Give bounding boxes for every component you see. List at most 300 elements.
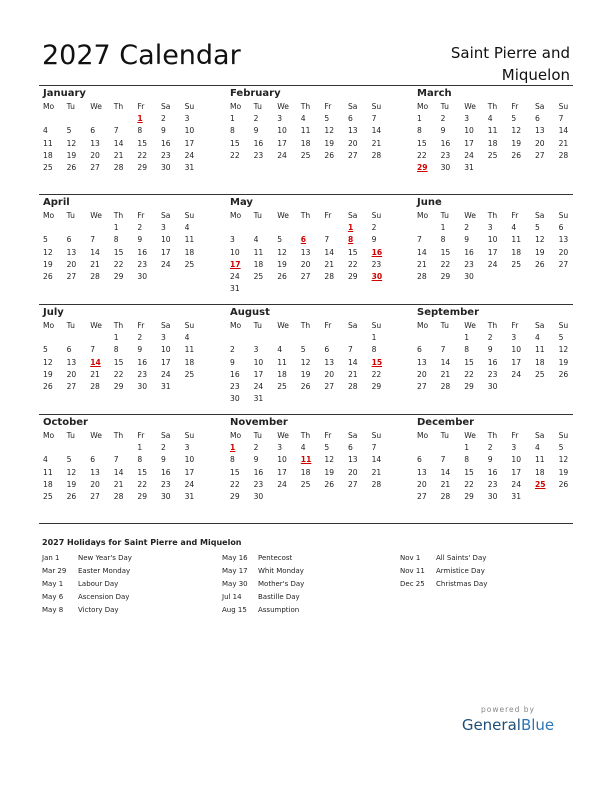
- day-cell: 25: [487, 150, 498, 160]
- day-cell: 11: [534, 455, 545, 465]
- holiday-day: 16: [371, 247, 383, 257]
- holiday-row: [42, 565, 212, 578]
- day-cell: 21: [440, 369, 451, 379]
- day-cell: 12: [558, 345, 569, 355]
- day-cell: 13: [417, 357, 427, 367]
- day-cell: 25: [300, 479, 311, 489]
- day-cell: 26: [558, 479, 569, 489]
- day-cell: 19: [534, 247, 545, 257]
- day-cell: 19: [324, 138, 335, 148]
- month-name: October: [43, 417, 88, 428]
- day-cell: 11: [300, 126, 311, 136]
- day-cell: 16: [440, 138, 451, 148]
- empty-cell: [413, 222, 437, 234]
- day-cell: 21: [417, 259, 427, 269]
- day-cell: 4: [300, 114, 306, 124]
- holiday-day: 1: [230, 443, 236, 453]
- day-grid: [413, 210, 573, 283]
- day-cell: 6: [347, 114, 353, 124]
- month-name: November: [230, 417, 288, 428]
- holiday-day: 1: [137, 114, 143, 124]
- weekday-header: We: [464, 321, 476, 330]
- day-cell: 10: [464, 126, 474, 136]
- day-grid: [413, 101, 573, 174]
- day-cell: 20: [324, 369, 335, 379]
- day-cell: 23: [253, 150, 264, 160]
- day-cell: 3: [464, 114, 470, 124]
- weekday-header: We: [464, 102, 476, 111]
- day-cell: 21: [440, 479, 451, 489]
- day-cell: 5: [534, 223, 540, 233]
- weekday-header: Tu: [440, 211, 449, 220]
- day-cell: 29: [371, 381, 382, 391]
- month-name: January: [43, 88, 86, 99]
- day-cell: 20: [534, 138, 545, 148]
- day-cell: 12: [534, 235, 545, 245]
- month-name: December: [417, 417, 475, 428]
- weekday-header: Mo: [43, 102, 55, 111]
- day-cell: 14: [371, 126, 382, 136]
- day-cell: 5: [558, 443, 564, 453]
- day-cell: 23: [487, 479, 498, 489]
- day-cell: 24: [487, 259, 498, 269]
- empty-cell: [297, 332, 321, 344]
- day-cell: 2: [487, 333, 493, 343]
- day-cell: 19: [43, 369, 53, 379]
- day-cell: 5: [277, 235, 283, 245]
- day-cell: 19: [66, 479, 77, 489]
- day-cell: 25: [277, 381, 287, 391]
- day-cell: 9: [487, 455, 493, 465]
- day-cell: 11: [487, 126, 498, 136]
- weekday-header: We: [90, 211, 102, 220]
- day-cell: 30: [160, 491, 171, 501]
- day-cell: 12: [277, 247, 287, 257]
- day-grid: [39, 210, 199, 283]
- day-cell: 16: [464, 247, 474, 257]
- day-cell: 27: [90, 162, 100, 172]
- day-cell: 15: [137, 467, 148, 477]
- day-cell: 13: [90, 138, 100, 148]
- holiday-name: Christmas Day: [436, 580, 488, 588]
- weekday-header: Su: [558, 211, 569, 220]
- day-cell: 4: [511, 223, 517, 233]
- month-august: [226, 306, 386, 405]
- weekday-header: Tu: [66, 102, 75, 111]
- weekday-header: We: [277, 431, 289, 440]
- weekday-header: Th: [300, 211, 311, 220]
- day-cell: 23: [371, 259, 382, 269]
- holiday-date: Dec 25: [400, 580, 425, 588]
- day-cell: 10: [511, 455, 522, 465]
- day-cell: 4: [487, 114, 493, 124]
- holiday-day: 29: [417, 162, 428, 172]
- day-cell: 15: [230, 138, 240, 148]
- day-cell: 15: [137, 138, 148, 148]
- day-cell: 29: [464, 381, 474, 391]
- weekday-header: Fr: [324, 211, 332, 220]
- day-cell: 5: [511, 114, 517, 124]
- holiday-row: [400, 552, 570, 565]
- divider: [39, 85, 573, 86]
- divider: [39, 194, 573, 195]
- day-cell: 17: [160, 247, 171, 257]
- day-cell: 5: [43, 235, 48, 245]
- day-cell: 21: [371, 138, 382, 148]
- day-cell: 30: [487, 381, 498, 391]
- weekday-header: Tu: [253, 102, 262, 111]
- holiday-row: [222, 578, 392, 591]
- day-cell: 5: [300, 345, 306, 355]
- day-cell: 3: [184, 114, 190, 124]
- day-cell: 17: [277, 467, 287, 477]
- day-cell: 27: [66, 271, 77, 281]
- holiday-row: [222, 565, 392, 578]
- weekday-header: We: [90, 431, 102, 440]
- day-cell: 16: [487, 467, 498, 477]
- weekday-header: Sa: [534, 431, 545, 440]
- weekday-header: Mo: [230, 321, 242, 330]
- day-cell: 27: [300, 271, 311, 281]
- day-cell: 6: [324, 345, 330, 355]
- day-cell: 2: [137, 333, 143, 343]
- month-december: [413, 416, 573, 503]
- day-cell: 3: [487, 223, 493, 233]
- holiday-day: 25: [534, 479, 546, 489]
- day-cell: 2: [487, 443, 493, 453]
- weekday-header: Mo: [230, 211, 242, 220]
- day-cell: 20: [417, 479, 427, 489]
- day-cell: 13: [347, 455, 358, 465]
- day-cell: 20: [66, 259, 77, 269]
- day-cell: 25: [300, 150, 311, 160]
- day-cell: 12: [43, 357, 53, 367]
- month-may: [226, 196, 386, 295]
- day-cell: 14: [440, 357, 451, 367]
- day-grid: [226, 210, 386, 295]
- day-cell: 7: [371, 443, 377, 453]
- powered-by-text: powered by: [481, 705, 535, 714]
- month-february: [226, 87, 386, 162]
- day-cell: 27: [90, 491, 100, 501]
- holiday-row: [42, 591, 212, 604]
- day-cell: 14: [558, 126, 569, 136]
- empty-cell: [273, 222, 297, 234]
- day-cell: 26: [43, 271, 53, 281]
- holiday-name: Victory Day: [78, 606, 119, 614]
- day-cell: 29: [347, 271, 358, 281]
- day-cell: 15: [230, 467, 240, 477]
- month-name: May: [230, 197, 253, 208]
- day-cell: 1: [371, 333, 377, 343]
- holiday-name: Bastille Day: [258, 593, 300, 601]
- holiday-row: [222, 591, 392, 604]
- day-cell: 21: [90, 369, 100, 379]
- day-cell: 22: [113, 369, 124, 379]
- holiday-name: Armistice Day: [436, 567, 485, 575]
- day-cell: 21: [113, 479, 124, 489]
- weekday-header: Mo: [43, 431, 55, 440]
- day-cell: 14: [324, 247, 335, 257]
- weekday-header: Tu: [253, 431, 262, 440]
- day-cell: 5: [66, 455, 72, 465]
- holiday-name: Whit Monday: [258, 567, 304, 575]
- day-cell: 2: [160, 443, 166, 453]
- day-cell: 19: [558, 357, 569, 367]
- weekday-header: Fr: [324, 431, 332, 440]
- day-cell: 1: [464, 443, 470, 453]
- day-cell: 24: [184, 150, 195, 160]
- weekday-header: Mo: [417, 431, 429, 440]
- day-cell: 22: [464, 479, 474, 489]
- day-cell: 10: [160, 345, 171, 355]
- weekday-header: Fr: [137, 102, 145, 111]
- day-cell: 1: [137, 443, 143, 453]
- holiday-name: Ascension Day: [78, 593, 130, 601]
- day-cell: 5: [324, 114, 330, 124]
- day-cell: 12: [300, 357, 311, 367]
- day-grid: [226, 320, 386, 405]
- month-name: June: [417, 197, 442, 208]
- day-cell: 23: [137, 259, 148, 269]
- day-cell: 20: [417, 369, 427, 379]
- day-cell: 19: [558, 467, 569, 477]
- weekday-header: We: [90, 321, 102, 330]
- weekday-header: Tu: [66, 321, 75, 330]
- weekday-header: We: [277, 321, 289, 330]
- brand-logo[interactable]: [448, 716, 568, 734]
- day-cell: 20: [558, 247, 569, 257]
- weekday-header: Sa: [534, 211, 545, 220]
- day-cell: 14: [417, 247, 427, 257]
- day-cell: 12: [324, 455, 335, 465]
- page-title: 2027 Calendar: [42, 40, 241, 71]
- day-cell: 14: [90, 247, 100, 257]
- weekday-header: Mo: [230, 102, 242, 111]
- weekday-header: Sa: [347, 321, 358, 330]
- weekday-header: Mo: [417, 321, 429, 330]
- day-cell: 30: [440, 162, 451, 172]
- weekday-header: Sa: [160, 431, 171, 440]
- brand-part-b: Blue: [520, 716, 555, 734]
- day-cell: 20: [300, 259, 311, 269]
- day-cell: 15: [347, 247, 358, 257]
- day-cell: 9: [137, 235, 143, 245]
- day-cell: 22: [371, 369, 382, 379]
- day-cell: 18: [300, 467, 311, 477]
- day-cell: 13: [558, 235, 569, 245]
- holiday-day: 17: [230, 259, 241, 269]
- holiday-column: [42, 552, 212, 617]
- day-cell: 12: [511, 126, 522, 136]
- day-cell: 1: [464, 333, 470, 343]
- day-cell: 20: [90, 479, 100, 489]
- day-grid: [39, 101, 199, 174]
- month-name: July: [43, 307, 64, 318]
- day-cell: 16: [160, 138, 171, 148]
- month-july: [39, 306, 199, 393]
- day-cell: 1: [113, 333, 119, 343]
- day-cell: 14: [440, 467, 451, 477]
- day-cell: 21: [371, 467, 382, 477]
- day-cell: 9: [487, 345, 493, 355]
- day-cell: 8: [464, 345, 470, 355]
- day-cell: 25: [43, 162, 53, 172]
- day-cell: 18: [511, 247, 522, 257]
- day-cell: 13: [417, 467, 427, 477]
- day-cell: 22: [464, 369, 474, 379]
- day-cell: 3: [184, 443, 190, 453]
- holiday-date: May 17: [222, 567, 248, 575]
- day-cell: 10: [487, 235, 498, 245]
- day-cell: 11: [43, 138, 53, 148]
- weekday-header: Fr: [511, 321, 519, 330]
- empty-cell: [63, 442, 87, 454]
- day-cell: 9: [464, 235, 470, 245]
- day-cell: 7: [113, 455, 119, 465]
- day-cell: 27: [347, 150, 358, 160]
- day-cell: 24: [511, 369, 522, 379]
- day-cell: 28: [440, 491, 451, 501]
- day-cell: 12: [558, 455, 569, 465]
- day-cell: 8: [230, 455, 235, 465]
- weekday-header: Fr: [511, 211, 519, 220]
- weekday-header: Tu: [66, 211, 75, 220]
- day-cell: 13: [534, 126, 545, 136]
- weekday-header: Tu: [440, 321, 449, 330]
- day-cell: 24: [253, 381, 264, 391]
- day-cell: 9: [160, 455, 166, 465]
- day-cell: 6: [66, 235, 72, 245]
- day-cell: 13: [347, 126, 358, 136]
- day-cell: 24: [511, 479, 522, 489]
- holiday-date: Aug 15: [222, 606, 247, 614]
- day-cell: 27: [324, 381, 335, 391]
- weekday-header: Th: [487, 211, 498, 220]
- holiday-date: May 1: [42, 580, 64, 588]
- weekday-header: Th: [113, 102, 124, 111]
- holiday-row: [222, 552, 392, 565]
- day-cell: 23: [230, 381, 240, 391]
- weekday-header: Mo: [417, 211, 429, 220]
- day-cell: 4: [184, 223, 190, 233]
- day-grid: [226, 101, 386, 162]
- holiday-row: [42, 578, 212, 591]
- day-cell: 27: [558, 259, 569, 269]
- day-cell: 24: [277, 150, 287, 160]
- brand-part-a: General: [461, 716, 521, 734]
- holiday-row: [400, 578, 570, 591]
- day-cell: 10: [511, 345, 522, 355]
- day-cell: 7: [558, 114, 564, 124]
- empty-cell: [413, 332, 437, 344]
- day-cell: 3: [160, 333, 166, 343]
- holiday-row: [42, 604, 212, 617]
- holiday-column: [400, 552, 570, 591]
- day-cell: 17: [184, 467, 195, 477]
- holidays-title: 2027 Holidays for Saint Pierre and Miquelon: [42, 538, 242, 547]
- weekday-header: Th: [300, 431, 311, 440]
- weekday-header: Th: [300, 321, 311, 330]
- day-cell: 19: [324, 467, 335, 477]
- day-cell: 25: [184, 369, 195, 379]
- day-cell: 5: [558, 333, 564, 343]
- day-cell: 28: [347, 381, 358, 391]
- month-name: April: [43, 197, 70, 208]
- day-cell: 1: [113, 223, 119, 233]
- month-march: [413, 87, 573, 174]
- holiday-day: 8: [347, 235, 354, 245]
- empty-cell: [86, 442, 110, 454]
- day-cell: 29: [113, 271, 124, 281]
- day-cell: 15: [464, 467, 474, 477]
- weekday-header: Tu: [253, 211, 262, 220]
- month-september: [413, 306, 573, 393]
- day-cell: 23: [160, 150, 171, 160]
- holiday-day: 6: [300, 235, 307, 245]
- day-cell: 26: [300, 381, 311, 391]
- day-cell: 2: [253, 114, 259, 124]
- day-cell: 14: [347, 357, 358, 367]
- day-cell: 22: [230, 479, 240, 489]
- day-cell: 6: [417, 345, 422, 355]
- day-cell: 4: [534, 333, 540, 343]
- weekday-header: Su: [184, 102, 195, 111]
- day-cell: 8: [137, 455, 143, 465]
- day-cell: 30: [487, 491, 498, 501]
- weekday-header: Mo: [43, 211, 55, 220]
- day-cell: 2: [160, 114, 166, 124]
- day-cell: 13: [300, 247, 311, 257]
- weekday-header: Th: [113, 431, 124, 440]
- day-cell: 18: [184, 357, 195, 367]
- day-cell: 16: [487, 357, 498, 367]
- empty-cell: [39, 113, 63, 125]
- day-cell: 30: [137, 271, 148, 281]
- day-cell: 2: [464, 223, 470, 233]
- day-cell: 30: [253, 491, 264, 501]
- empty-cell: [437, 442, 461, 454]
- month-april: [39, 196, 199, 283]
- empty-cell: [250, 222, 274, 234]
- day-cell: 22: [230, 150, 240, 160]
- empty-cell: [110, 442, 134, 454]
- holiday-name: Mother's Day: [258, 580, 305, 588]
- weekday-header: Tu: [440, 431, 449, 440]
- day-cell: 14: [113, 467, 124, 477]
- day-cell: 12: [43, 247, 53, 257]
- weekday-header: Th: [113, 321, 124, 330]
- day-cell: 19: [43, 259, 53, 269]
- day-cell: 21: [558, 138, 569, 148]
- day-cell: 26: [511, 150, 522, 160]
- holiday-date: May 30: [222, 580, 248, 588]
- holiday-day: 1: [347, 223, 354, 233]
- weekday-header: Fr: [137, 211, 145, 220]
- month-name: September: [417, 307, 479, 318]
- day-cell: 8: [464, 455, 470, 465]
- holiday-name: New Year's Day: [78, 554, 132, 562]
- divider: [39, 304, 573, 305]
- month-name: March: [417, 88, 452, 99]
- day-cell: 31: [184, 162, 195, 172]
- day-cell: 19: [300, 369, 311, 379]
- empty-cell: [226, 332, 250, 344]
- empty-cell: [297, 222, 321, 234]
- weekday-header: Su: [371, 102, 382, 111]
- day-cell: 15: [113, 247, 124, 257]
- day-cell: 25: [43, 491, 53, 501]
